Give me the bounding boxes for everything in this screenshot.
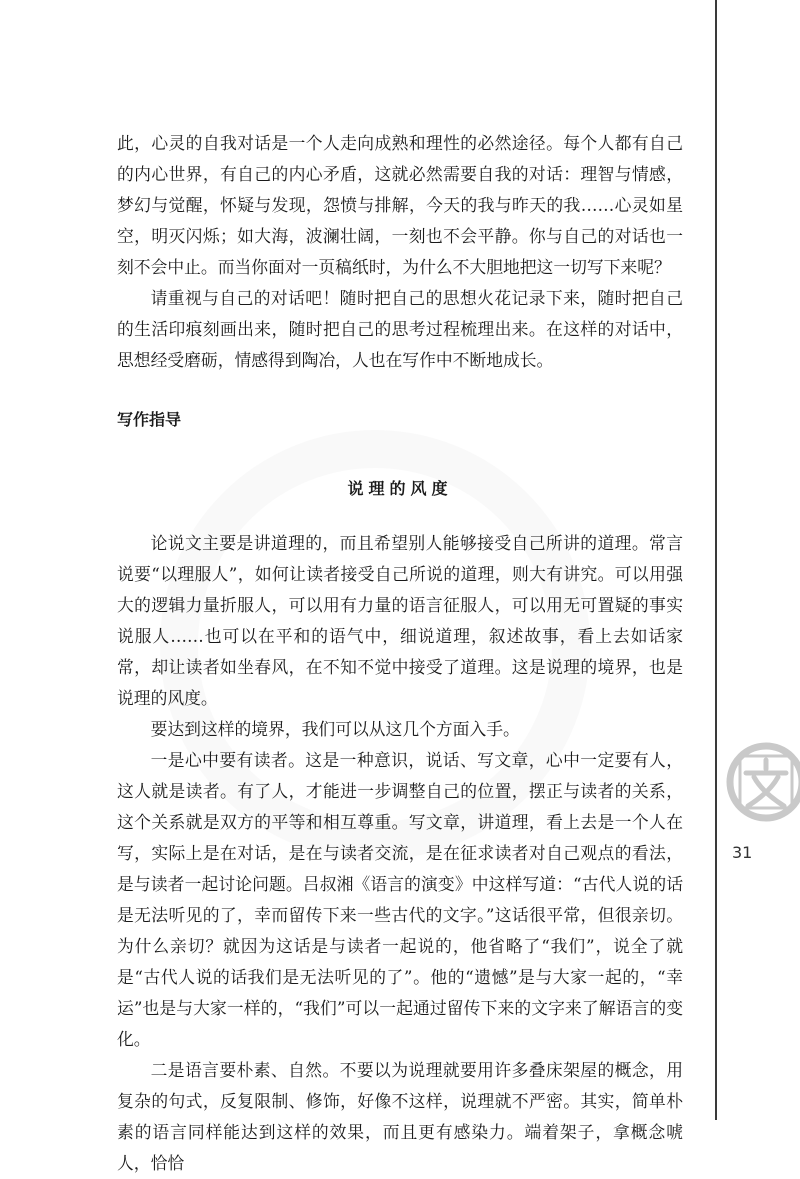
page-body: [117, 128, 683, 1179]
body-paragraph: 请重视与自己的对话吧！随时把自己的思想火花记录下来，随时把自己的生活印痕刻画出来，随时把自己的思考过程梳理出来。在这样的对话中，思想经受磨砺，情感得到陶冶，人也在写作中不断地成长。: [117, 288, 683, 370]
page-number: 31: [732, 843, 753, 862]
body-paragraph: 论说文主要是讲道理的，而且希望别人能够接受自己所讲的道理。常言说要“以理服人”，如何让读者接受自己所说的道理，则大有讲究。可以用强大的逻辑力量折服人，可以用有力量的语言征服人，可以用无可置疑的事实说服人……也可以在平和的语气中，细说道理，叙述故事，看上去如话家常，却让读者如坐春风，在不知不觉中接受了道理。这是说理的境界，也是说理的风度。: [117, 533, 683, 708]
body-paragraph: 此，心灵的自我对话是一个人走向成熟和理性的必然途径。每个人都有自己的内心世界，有自己的内心矛盾，这就必然需要自我的对话：理智与情感，梦幻与觉醒，怀疑与发现，怨愤与排解，今天的我与昨天的我……心灵如星空，明灭闪烁；如大海，波澜壮阔，一刻也不会平静。你与自己的对话也一刻不会中止。而当你面对一页稿纸时，为什么不大胆地把这一切写下来呢？: [117, 133, 683, 277]
wen-seal-icon: [726, 742, 800, 822]
section-heading: 写作指导: [117, 410, 182, 429]
article-title: 说理的风度: [347, 479, 453, 498]
body-paragraph: 二是语言要朴素、自然。不要以为说理就要用许多叠床架屋的概念，用复杂的句式，反复限制、修饰，好像不这样，说理就不严密。其实，简单朴素的语言同样能达到这样的效果，而且更有感染力。端着架子，拿概念唬人，恰恰: [117, 1060, 683, 1173]
body-paragraph: 要达到这样的境界，我们可以从这几个方面入手。: [150, 719, 520, 739]
body-paragraph: 一是心中要有读者。这是一种意识，说话、写文章，心中一定要有人，这人就是读者。有了人，才能进一步调整自己的位置，摆正与读者的关系，这个关系就是双方的平等和相互尊重。写文章，讲道理，看上去是一个人在写，实际上是在对话，是在与读者交流，是在征求读者对自己观点的看法，是与读者一起讨论问题。吕叔湘《语言的演变》中这样写道：“古代人说的话是无法听见的了，幸而留传下来一些古代的文字。”这话很平常，但很亲切。为什么亲切？就因为这话是与读者一起说的，他省略了“我们”，说全了就是“古代人说的话我们是无法听见的了”。他的“遗憾”是与大家一起的，“幸运”也是与大家一样的，“我们”可以一起通过留传下来的文字来了解语言的变化。: [117, 750, 683, 1049]
margin-rule: [715, 0, 717, 1120]
